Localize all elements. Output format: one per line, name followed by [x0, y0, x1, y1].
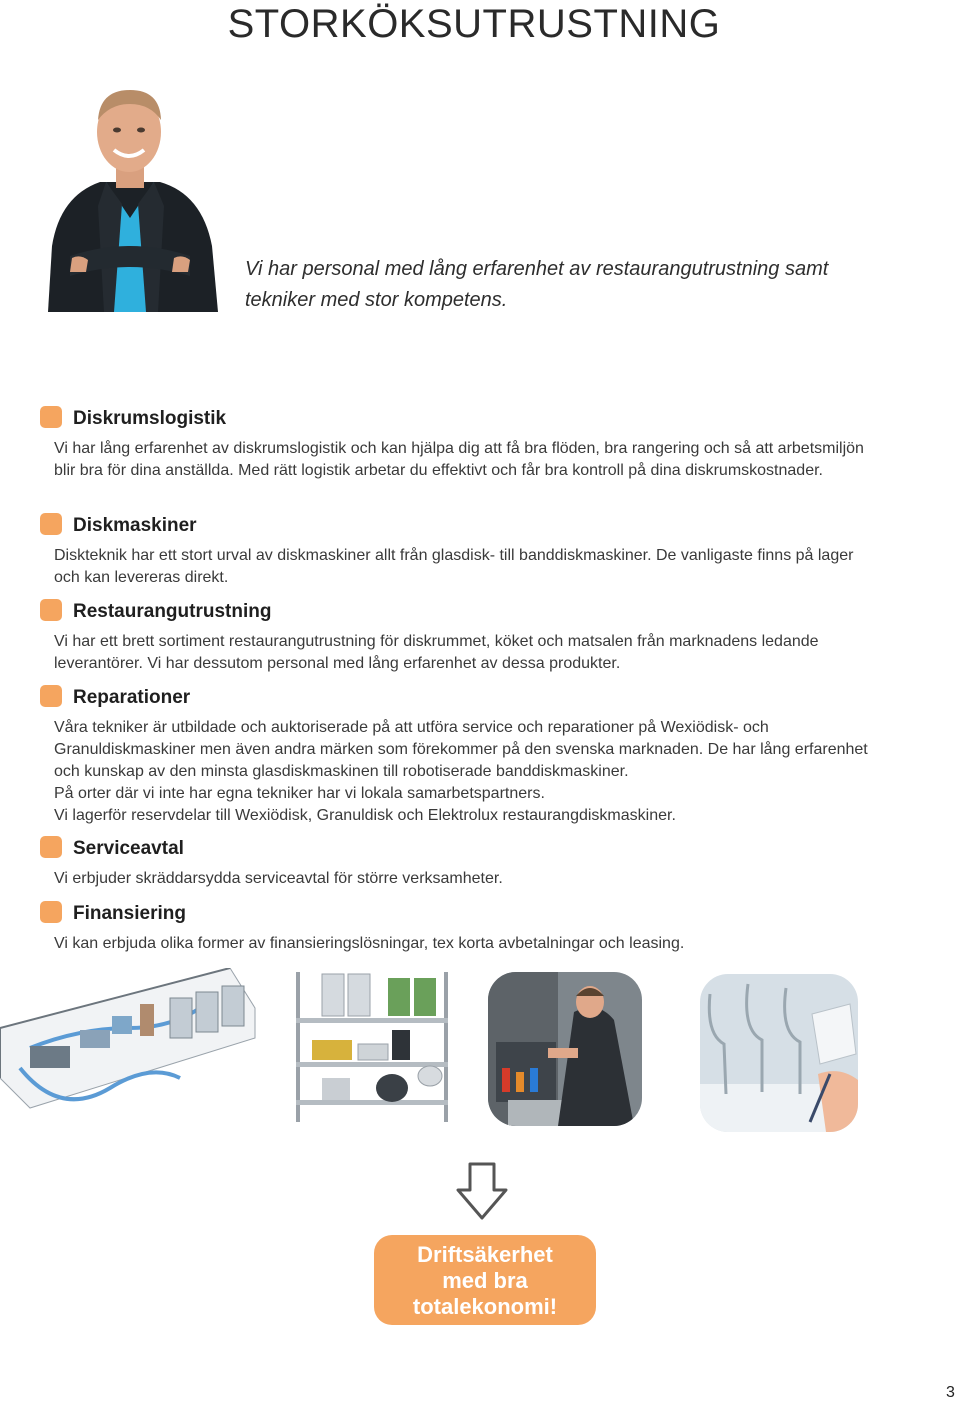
bullet-icon — [40, 685, 62, 707]
bullet-icon — [40, 901, 62, 923]
section-title: Diskmaskiner — [73, 515, 197, 536]
section-title: Serviceavtal — [73, 838, 184, 859]
section-text: Vi har lång erfarenhet av diskrumslogistik och kan hjälpa dig att få bra flöden, bra rangering och så att arbetsmiljön blir bra för dina anställda. Med rätt logistik arbetar du effektivt och får bra kontroll på dina diskrumskostnader. — [54, 440, 864, 479]
page-title: STORKÖKSUTRUSTNING — [227, 2, 721, 46]
section-title: Diskrumslogistik — [73, 408, 227, 429]
section-text: Diskteknik har ett stort urval av diskmaskiner allt från glasdisk- till banddiskmaskiner. De vanligaste finns på lager och kan levereras direkt. — [54, 547, 854, 586]
section-text: Våra tekniker är utbildade och auktoriserade på att utföra service och reparationer på Wexiödisk- och Granuldiskmaskiner men även andra märken som förekommer på den svenska marknaden. De har lång erfarenhet och kunskap av den minsta glasdiskmaskinen till robotiserade banddiskmaskiner. — [54, 719, 868, 780]
section-reparationer — [40, 687, 880, 827]
section-text: På orter där vi inte har egna tekniker har vi lokala samarbetspartners. — [54, 785, 545, 802]
section-title: Restaurangutrustning — [73, 601, 272, 622]
section-text: Vi lagerför reservdelar till Wexiödisk, Granuldisk och Elektrolux restaurangdiskmaskiner. — [54, 807, 676, 824]
section-text: Vi har ett brett sortiment restaurangutrustning för diskrummet, köket och matsalen från marknadens ledande leverantörer. Vi har dessutom personal med lång erfarenhet av dessa produkter. — [54, 633, 819, 672]
dishroom-layout-illustration — [0, 968, 260, 1130]
callout-line: Driftsäkerhet — [417, 1242, 553, 1267]
intro-quote: Vi har personal med lång erfarenhet av restaurangutrustning samt tekniker med stor kompetens. — [245, 258, 829, 311]
section-diskmaskiner — [40, 515, 880, 589]
section-diskrumslogistik — [40, 408, 880, 482]
section-text: Vi erbjuder skräddarsydda serviceavtal för större verksamheter. — [54, 870, 503, 887]
bullet-icon — [40, 599, 62, 621]
arrow-down-icon — [454, 1160, 510, 1222]
section-restaurangutrustning — [40, 601, 880, 675]
callout-line: totalekonomi! — [412, 1294, 558, 1319]
bullet-icon — [40, 406, 62, 428]
section-serviceavtal — [40, 838, 880, 890]
portrait-photo — [40, 86, 220, 312]
section-title: Reparationer — [73, 687, 191, 708]
steel-shelving-illustration — [292, 970, 452, 1130]
callout-box — [374, 1235, 596, 1325]
bullet-icon — [40, 513, 62, 535]
page-number: 3 — [946, 1384, 955, 1401]
section-title: Finansiering — [73, 903, 186, 924]
bullet-icon — [40, 836, 62, 858]
technician-photo — [488, 972, 642, 1126]
section-text: Vi kan erbjuda olika former av finansieringslösningar, tex korta avbetalningar och leasing. — [54, 935, 685, 952]
callout-line: med bra — [442, 1268, 528, 1293]
section-finansiering — [40, 903, 880, 955]
wine-glasses-photo — [700, 974, 858, 1132]
